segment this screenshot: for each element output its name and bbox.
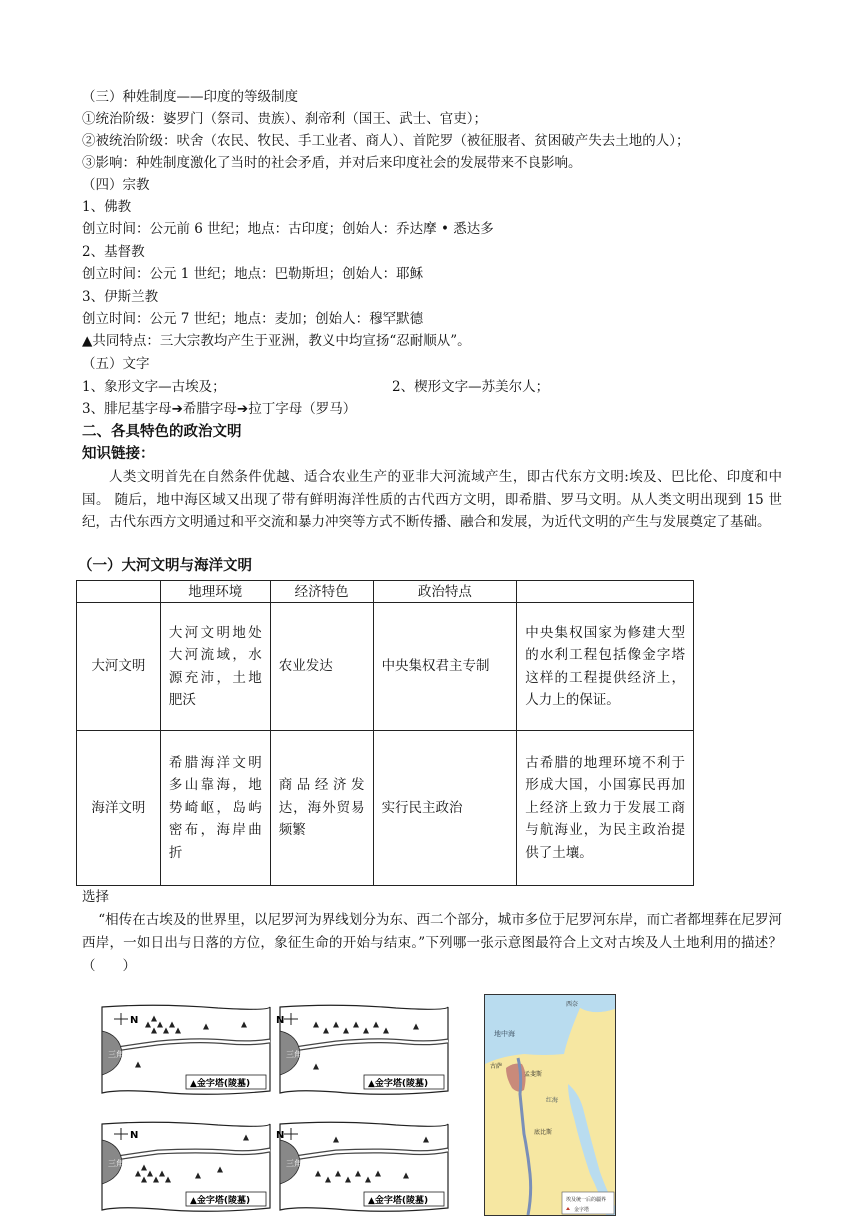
caste-ruled: ②被统治阶级：吠舍（农民、牧民、手工业者、商人）、首陀罗（被征服者、贫困破产失去土地的人）；: [82, 133, 690, 149]
caste-influence: ③影响：种姓制度激化了当时的社会矛盾，并对后来印度社会的发展带来不良影响。: [82, 155, 582, 171]
delta-label: 三角洲: [286, 1159, 310, 1168]
table-header-cell: 经济特色: [270, 581, 373, 603]
row-note: 古希腊的地理环境不利于形成大国，小国寡民再加上经济上致力于发展工商与航海业，为民主政治提供了土壤。: [517, 731, 694, 886]
table-row: [77, 731, 694, 886]
religion-detail-christianity: 创立时间：公元 1 世纪；地点：巴勒斯坦；创始人：耶稣: [82, 266, 424, 282]
row-econ: 农业发达: [270, 603, 373, 731]
delta-label: 三角洲: [108, 1050, 132, 1059]
civilization-table: [76, 580, 694, 886]
religion-name-buddhism: 1、佛教: [82, 199, 132, 215]
row-politics: 实行民主政治: [373, 731, 517, 886]
religion-common: ▲共同特点：三大宗教均产生于亚洲，教义中均宣扬“忍耐顺从”。: [82, 333, 471, 349]
knowledge-paragraph: 人类文明首先在自然条件优越、适合农业生产的亚非大河流域产生，即古代东方文明:埃及、巴比伦、印度和中国。 随后，地中海区域又出现了带有鲜明海洋性质的古代西方文明，即希腊、罗马文明。从人类文明出现到 15 世纪，古代东西方文明通过和平交流和暴力冲突等方式不断传播、融合和发展，为近代文明的产生与发展奠定了基础。: [82, 469, 782, 530]
religion-detail-islam: 创立时间：公元 7 世纪；地点：麦加；创始人：穆罕默德: [82, 311, 424, 327]
row-politics: 中央集权君主专制: [373, 603, 517, 731]
section-2-title: 二、各具特色的政治文明: [82, 424, 242, 440]
egypt-map: [484, 994, 616, 1216]
question-text: “相传在古埃及的世界里，以尼罗河为界线划分为东、西二个部分，城市多位于尼罗河东岸，而亡者都埋葬在尼罗河西岸，一如日出与日落的方位，象征生命的开始与结束。”下列哪一张示意图最符合上文对古埃及人土地利用的描述？（ ）: [82, 912, 782, 974]
alphabet-phoenician: 3、腓尼基字母: [82, 401, 172, 417]
table-header-cell: 地理环境: [160, 581, 270, 603]
writing-item-2: 2、楔形文字—苏美尔人；: [392, 379, 550, 395]
religion-detail-buddhism: 创立时间：公元前 6 世纪；地点：古印度；创始人：乔达摩 • 悉达多: [82, 221, 494, 237]
north-label: N: [276, 1015, 285, 1026]
option-map-c[interactable]: [102, 1122, 270, 1211]
table-row: [77, 603, 694, 731]
caste-ruling: ①统治阶级：婆罗门（祭司、贵族）、刹帝利（国王、武士、官吏）；: [82, 111, 487, 127]
map-label-sea: 地中海: [494, 1030, 515, 1038]
row-note: 中央集权国家为修建大型的水利工程包括像金字塔这样的工程提供经济上，人力上的保证。: [517, 603, 694, 731]
writing-item-3: [82, 399, 356, 419]
table-header-cell: [517, 581, 694, 603]
row-econ: 商品经济发达，海外贸易频繁: [270, 731, 373, 886]
legend-label: ▲金字塔(陵墓): [190, 1196, 251, 1206]
alphabet-latin: 拉丁字母（罗马）: [248, 401, 357, 417]
row-geo: 希腊海洋文明多山靠海，地势崎岖，岛屿密布，海岸曲折: [160, 731, 270, 886]
religion-name-islam: 3、伊斯兰教: [82, 289, 159, 305]
north-label: N: [130, 1130, 139, 1141]
row-name: 海洋文明: [77, 731, 161, 886]
map-label-thebes: 底比斯: [534, 1129, 553, 1136]
religion-heading: （四）宗教: [82, 177, 150, 193]
map-label-giza: 古萨: [490, 1063, 503, 1070]
question-label: 选择: [82, 889, 109, 905]
delta-label: 三角洲: [286, 1050, 310, 1059]
option-map-b[interactable]: [276, 1005, 448, 1094]
religion-name-christianity: 2、基督教: [82, 244, 145, 260]
row-name: 大河文明: [77, 603, 161, 731]
delta-label: 三角洲: [108, 1159, 132, 1168]
table-header-cell: 政治特点: [373, 581, 517, 603]
option-maps: [96, 1000, 454, 1216]
writing-heading: （五）文字: [82, 356, 150, 372]
table-header-row: [77, 581, 694, 603]
north-label: N: [276, 1130, 285, 1141]
legend-label: ▲金字塔(陵墓): [368, 1079, 429, 1089]
row-geo: 大河文明地处大河流域，水源充沛，土地肥沃: [160, 603, 270, 731]
caste-heading: （三）种姓制度——印度的等级制度: [82, 89, 298, 105]
map-label-red-sea: 红海: [546, 1097, 559, 1104]
north-label: N: [130, 1015, 139, 1026]
legend-label: ▲金字塔(陵墓): [368, 1196, 429, 1206]
subsection-title: （一）大河文明与海洋文明: [78, 558, 252, 574]
legend-label: ▲金字塔(陵墓): [190, 1079, 251, 1089]
alphabet-greek: 希腊字母: [182, 401, 237, 417]
map-label-sinai: 西奈: [566, 1001, 579, 1008]
writing-item-1: 1、象形文字—古埃及；: [82, 379, 226, 395]
table-header-cell: [77, 581, 161, 603]
map-legend-note: 埃及统一后的疆界: [566, 1197, 607, 1203]
knowledge-link-label: 知识链接：: [82, 446, 155, 462]
map-legend-pyramid: 金字塔: [574, 1207, 590, 1213]
arrow-icon: ➔: [171, 401, 183, 417]
option-map-d[interactable]: [276, 1122, 448, 1211]
arrow-icon: ➔: [236, 401, 249, 417]
option-map-a[interactable]: [102, 1005, 270, 1094]
map-label-memphis: 孟斐斯: [524, 1071, 543, 1078]
